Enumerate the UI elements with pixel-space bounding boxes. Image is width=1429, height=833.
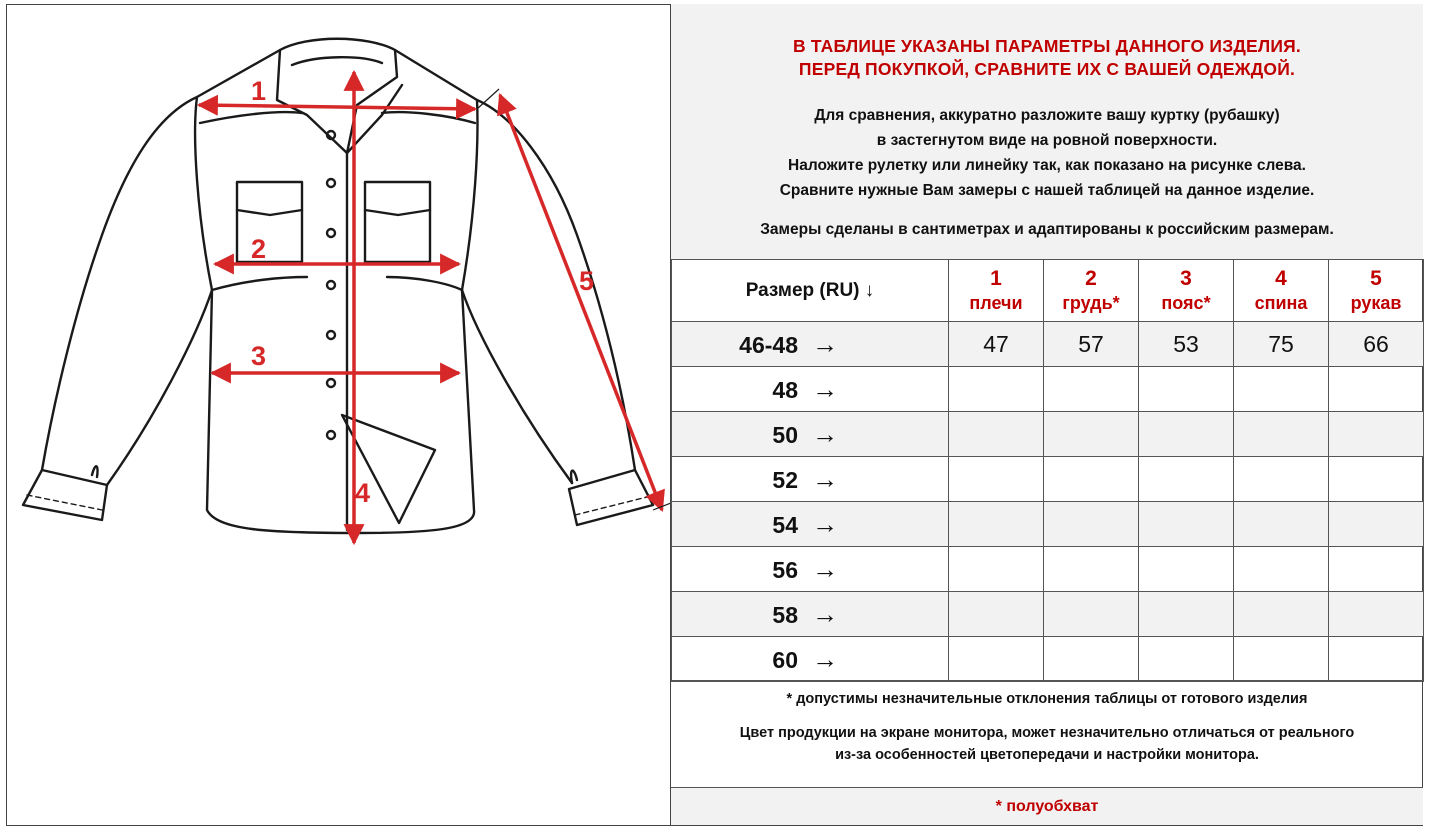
measure-label-4: 4 xyxy=(355,478,371,508)
size-value: 58 xyxy=(772,601,798,628)
footnote-color-line-2: из-за особенностей цветопередачи и настройки монитора. xyxy=(835,747,1259,763)
column-name: пояс* xyxy=(1161,292,1211,313)
table-cell xyxy=(949,547,1044,592)
table-cell xyxy=(1329,592,1424,637)
size-panel xyxy=(670,4,1423,826)
table-row xyxy=(672,457,1424,502)
table-cell xyxy=(1329,412,1424,457)
table-row xyxy=(672,367,1424,412)
size-value: 46-48 xyxy=(739,331,798,358)
footnote-deviation: * допустимы незначительные отклонения таблицы от готового изделия xyxy=(786,691,1308,707)
column-header xyxy=(949,260,1044,322)
column-name: плечи xyxy=(969,292,1023,313)
info-line-3: Наложите рулетку или линейку так, как показано на рисунке слева. xyxy=(788,157,1306,174)
table-cell xyxy=(1139,592,1234,637)
shirt-drawing xyxy=(7,5,670,825)
table-cell xyxy=(1329,637,1424,682)
column-number: 1 xyxy=(990,266,1002,290)
info-line-2: в застегнутом виде на ровной поверхности. xyxy=(876,132,1218,149)
column-name: рукав xyxy=(1350,292,1402,313)
size-cell xyxy=(672,637,949,682)
column-number: 4 xyxy=(1275,266,1287,290)
size-cell xyxy=(672,412,949,457)
asterisk-legend: * полуобхват xyxy=(671,787,1423,825)
size-value: 54 xyxy=(772,511,798,538)
size-cell xyxy=(672,502,949,547)
warning-line-1: В ТАБЛИЦЕ УКАЗАНЫ ПАРАМЕТРЫ ДАННОГО ИЗДЕЛИЯ. xyxy=(792,36,1301,56)
table-cell xyxy=(1044,502,1139,547)
size-cell xyxy=(672,547,949,592)
table-cell: 47 xyxy=(949,322,1044,367)
table-row xyxy=(672,592,1424,637)
table-cell xyxy=(1234,502,1329,547)
info-line-4: Сравните нужные Вам замеры с нашей таблицей на данное изделие. xyxy=(779,182,1315,199)
arrow-right-icon: → xyxy=(812,598,838,629)
table-cell xyxy=(1329,502,1424,547)
table-cell xyxy=(1139,547,1234,592)
table-row xyxy=(672,547,1424,592)
arrow-right-icon: → xyxy=(812,463,838,494)
measure-label-5: 5 xyxy=(579,266,595,296)
arrow-right-icon: → xyxy=(812,328,838,359)
size-cell xyxy=(672,592,949,637)
table-cell xyxy=(1234,367,1329,412)
size-cell xyxy=(672,457,949,502)
table-row xyxy=(672,502,1424,547)
column-number: 2 xyxy=(1085,266,1097,290)
column-header xyxy=(1234,260,1329,322)
measure-label-3: 3 xyxy=(251,341,267,371)
arrow-right-icon: → xyxy=(812,418,838,449)
shirt-measurement-diagram xyxy=(7,5,670,825)
table-cell: 57 xyxy=(1044,322,1139,367)
arrow-right-icon: → xyxy=(812,553,838,584)
table-cell xyxy=(1329,457,1424,502)
column-name: грудь* xyxy=(1062,292,1120,313)
table-cell xyxy=(1234,457,1329,502)
info-line-1: Для сравнения, аккуратно разложите вашу куртку (рубашку) xyxy=(814,107,1280,124)
table-cell xyxy=(1234,412,1329,457)
instructions-header xyxy=(671,4,1423,259)
measurement-lines xyxy=(199,72,662,543)
sleeve-guide-lines xyxy=(477,89,670,510)
size-value: 56 xyxy=(772,556,798,583)
shirt-outline xyxy=(23,39,653,533)
table-cell xyxy=(1139,637,1234,682)
size-value: 48 xyxy=(772,376,798,403)
table-cell xyxy=(949,412,1044,457)
size-value: 60 xyxy=(772,646,798,673)
table-cell xyxy=(1139,457,1234,502)
table-cell xyxy=(949,502,1044,547)
arrow-right-icon: → xyxy=(812,373,838,404)
measure-label-1: 1 xyxy=(251,76,267,106)
table-cell xyxy=(1044,412,1139,457)
warning-line-2: ПЕРЕД ПОКУПКОЙ, СРАВНИТЕ ИХ С ВАШЕЙ ОДЕЖДОЙ. xyxy=(798,59,1296,79)
table-cell xyxy=(949,592,1044,637)
size-value: 50 xyxy=(772,421,798,448)
table-cell xyxy=(1234,637,1329,682)
size-column-header: Размер (RU) ↓ xyxy=(672,260,949,322)
arrow-right-icon: → xyxy=(812,508,838,539)
table-cell xyxy=(1139,502,1234,547)
table-row xyxy=(672,412,1424,457)
table-header-row xyxy=(672,260,1424,322)
table-cell: 75 xyxy=(1234,322,1329,367)
table-cell xyxy=(1139,367,1234,412)
column-number: 5 xyxy=(1370,266,1382,290)
table-cell xyxy=(949,367,1044,412)
table-row xyxy=(672,322,1424,367)
table-cell xyxy=(949,457,1044,502)
column-header xyxy=(1044,260,1139,322)
column-header xyxy=(1139,260,1234,322)
table-cell xyxy=(1044,592,1139,637)
size-cell xyxy=(672,367,949,412)
column-number: 3 xyxy=(1180,266,1192,290)
table-cell xyxy=(1044,547,1139,592)
footnotes xyxy=(671,680,1423,787)
table-cell xyxy=(1234,547,1329,592)
table-cell: 66 xyxy=(1329,322,1424,367)
arrow-right-icon: → xyxy=(812,643,838,674)
table-cell xyxy=(1044,367,1139,412)
table-cell xyxy=(1329,367,1424,412)
table-row xyxy=(672,637,1424,682)
table-cell xyxy=(949,637,1044,682)
footnote-color-line-1: Цвет продукции на экране монитора, может незначительно отличаться от реального xyxy=(739,725,1355,741)
table-cell xyxy=(1234,592,1329,637)
size-table xyxy=(671,259,1424,682)
size-value: 52 xyxy=(772,466,798,493)
table-cell: 53 xyxy=(1139,322,1234,367)
table-cell xyxy=(1044,637,1139,682)
table-cell xyxy=(1044,457,1139,502)
info-line-5: Замеры сделаны в сантиметрах и адаптированы к российским размерам. xyxy=(760,221,1334,238)
table-cell xyxy=(1329,547,1424,592)
table-cell xyxy=(1139,412,1234,457)
column-name: спина xyxy=(1254,292,1308,313)
size-cell xyxy=(672,322,949,367)
column-header xyxy=(1329,260,1424,322)
measure-label-2: 2 xyxy=(251,234,267,264)
